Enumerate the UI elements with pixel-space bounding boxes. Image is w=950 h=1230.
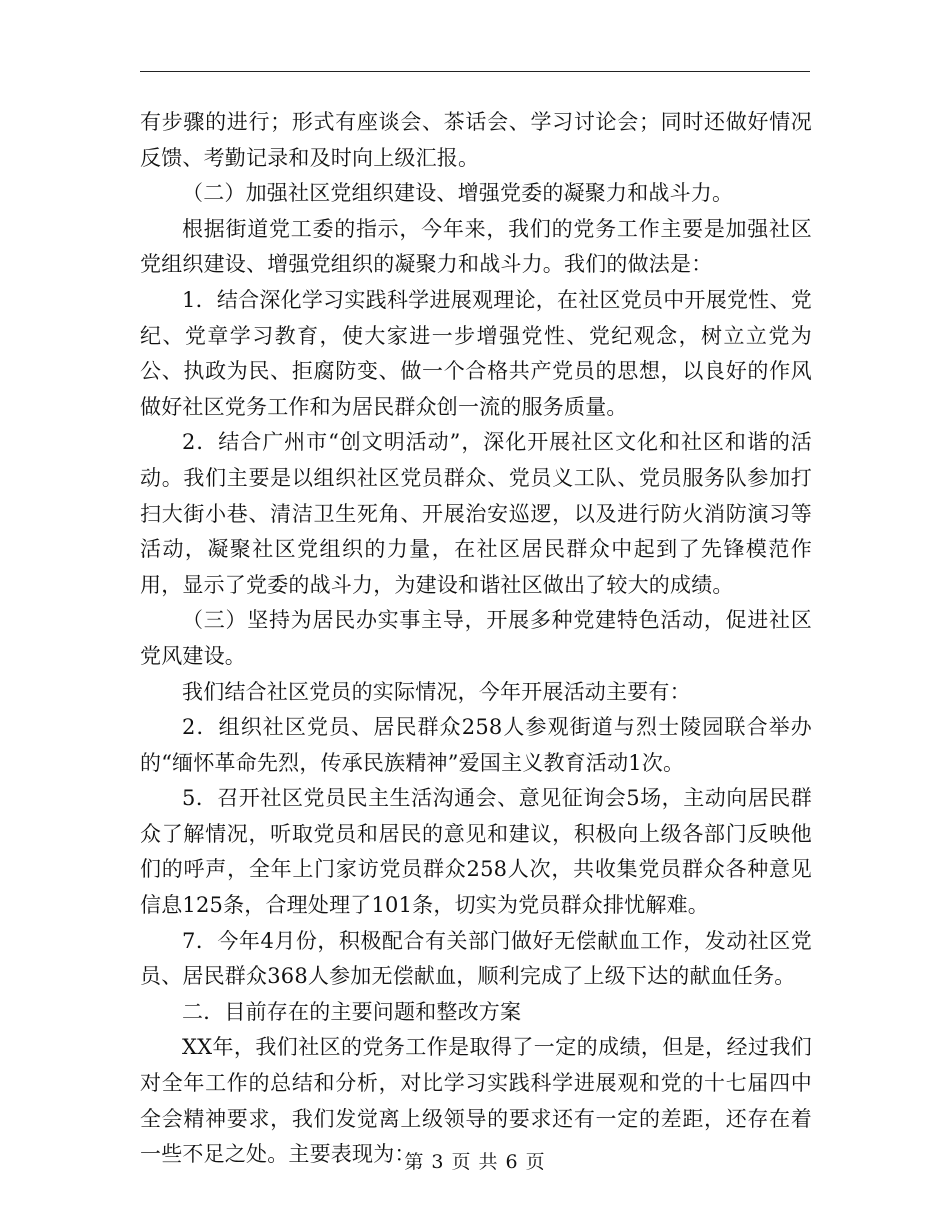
paragraph: 根据街道党工委的指示，今年来，我们的党务工作主要是加强社区党组织建设、增强党组织的凝聚力和战斗力。我们的做法是： bbox=[140, 216, 812, 277]
list-item: 2．结合广州市“创文明活动”，深化开展社区文化和社区和谐的活动。我们主要是以组织社区党员群众、党员义工队、党员服务队参加打扫大街小巷、清洁卫生死角、开展治安巡逻，以及进行防火消防演习等活动，凝聚社区党组织的力量，在社区居民群众中起到了先锋模范作用，显示了党委的战斗力，为建设和谐社区做出了较大的成绩。 bbox=[140, 430, 812, 597]
section-heading-2: （二）加强社区党组织建设、增强党委的凝聚力和战斗力。 bbox=[182, 181, 734, 206]
header-rule bbox=[140, 71, 810, 72]
paragraph: 我们结合社区党员的实际情况，今年开展活动主要有： bbox=[182, 679, 691, 704]
paragraph: XX年，我们社区的党务工作是取得了一定的成绩，但是，经过我们对全年工作的总结和分析，对比学习实践科学进展观和党的十七届四中全会精神要求，我们发觉离上级领导的要求还有一定的差距，还存在着一些不足之处。主要表现为： bbox=[140, 1035, 812, 1167]
list-item: 1．结合深化学习实践科学进展观理论，在社区党员中开展党性、党纪、党章学习教育，使大家进一步增强党性、党纪观念，树立立党为公、执政为民、拒腐防变、做一个合格共产党员的思想，以良好的作风做好社区党务工作和为居民群众创一流的服务质量。 bbox=[140, 287, 812, 419]
list-item: 5．召开社区党员民主生活沟通会、意见征询会5场，主动向居民群众了解情况，听取党员和居民的意见和建议，积极向上级各部门反映他们的呼声，全年上门家访党员群众258人次，共收集党员群众各种意见信息125条，合理处理了101条，切实为党员群众排忧解难。 bbox=[140, 786, 812, 918]
list-item: 7．今年4月份，积极配合有关部门做好无偿献血工作，发动社区党员、居民群众368人参加无偿献血，顺利完成了上级下达的献血任务。 bbox=[140, 928, 812, 989]
list-item: 2．组织社区党员、居民群众258人参观街道与烈士陵园联合举办的“缅怀革命先烈，传承民族精神”爱国主义教育活动1次。 bbox=[140, 715, 812, 775]
body-text bbox=[140, 105, 812, 1173]
page-number-footer: 第 3 页 共 6 页 bbox=[404, 1151, 546, 1173]
paragraph-continuation: 有步骤的进行；形式有座谈会、茶话会、学习讨论会；同时还做好情况反馈、考勤记录和及时向上级汇报。 bbox=[140, 110, 812, 170]
section-heading-3: （三）坚持为居民办实事主导，开展多种党建特色活动，促进社区党风建设。 bbox=[140, 608, 812, 668]
section-heading-problems: 二．目前存在的主要问题和整改方案 bbox=[182, 999, 522, 1024]
